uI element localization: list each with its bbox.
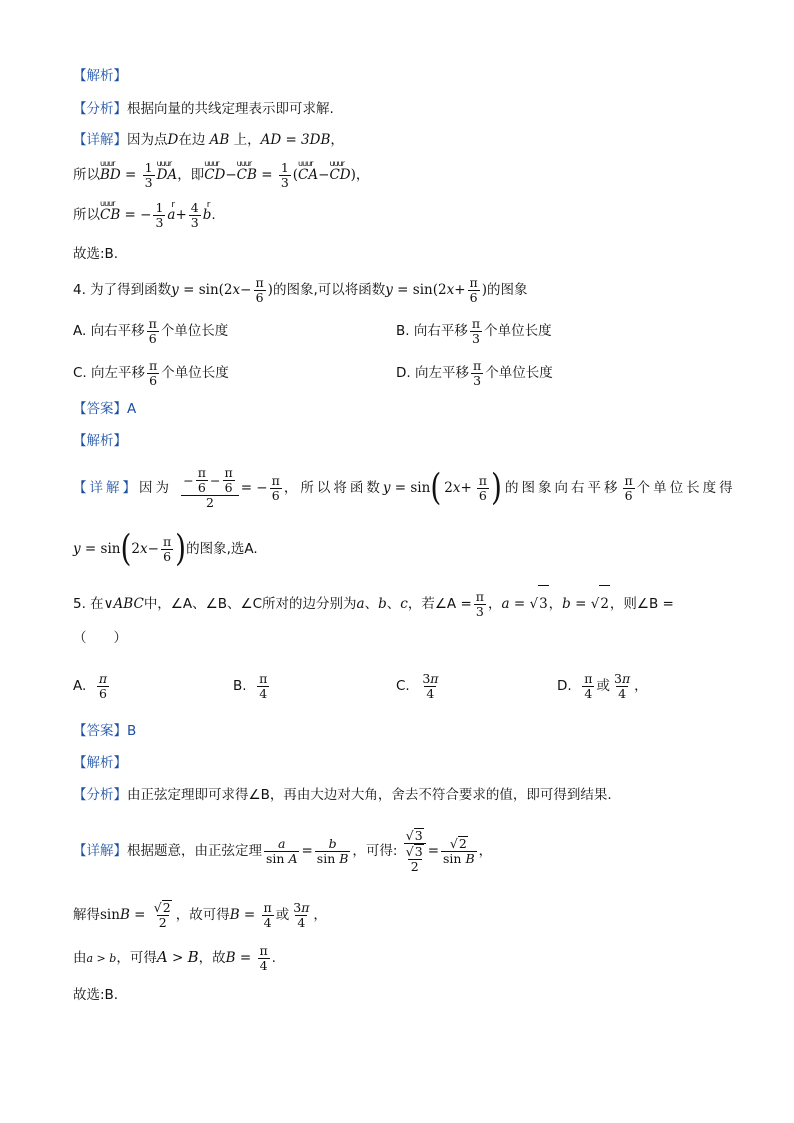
fraction: $\frac{3\pi}{4}$ (614, 670, 631, 701)
xiangjie-tag: 【详解】 (73, 132, 127, 148)
q4-jiexi: 【解析】 (73, 433, 127, 449)
detail-text: 的图象向右平移 (504, 480, 621, 496)
option-label: C. 向左平移 (73, 365, 146, 381)
fraction: $\frac{\pi}{3}$ (471, 315, 481, 346)
q4-stem-text: 4. 为了得到函数 (73, 282, 172, 298)
option-label: D. (557, 678, 572, 694)
detail-text: 根据题意，由正弦定理 (127, 843, 262, 859)
q5-option-d[interactable]: D. $\frac{\pi}{4}$ 或 $\frac{3\pi}{4}$ ， (557, 670, 648, 701)
huo-text: 或 (596, 678, 610, 694)
fenxi-text: 由正弦定理即可求得∠B，再由大边对大角，舍去不符合要求的值，即可得到结果. (127, 787, 612, 803)
option-label: B. 向右平移 (396, 323, 468, 339)
fraction: $\frac{b}{\text{sin B}}$ (316, 835, 349, 866)
q5-fenxi (73, 786, 612, 804)
fraction: $\frac{\pi}{6}$ (148, 315, 157, 346)
big-fraction: √3 √3 2 (404, 828, 426, 874)
option-label: A. (73, 678, 87, 694)
fraction: $\frac{√2}{\text{sin B}}$ (443, 836, 475, 866)
fraction: $\frac{\pi}{6}$ (162, 533, 172, 564)
detail-text: ，故 (198, 950, 226, 966)
vector-line-1: 所以uuur BD = $\frac{1}{3}$ uuur DA，即uuur CD−uuur CB = $\frac{1}{3}$ (uuur CA−uuur CD)， (73, 158, 369, 192)
point-d: D (167, 132, 179, 148)
fraction: $\frac{\pi}{3}$ (475, 588, 484, 619)
xiangjie-text: 上， (233, 132, 261, 148)
option-text: 个单位长度 (484, 323, 552, 339)
q4-detail-line-2: y = sin(2x− $\frac{\pi}{6}$ )的图象,选A. (73, 526, 258, 570)
fraction: $\frac{\pi}{6}$ (271, 472, 280, 503)
jiexi-heading: 【解析】 (73, 68, 127, 84)
option-text: 个单位长度 (161, 365, 229, 381)
detail-text: 因为 (139, 480, 172, 496)
option-label: A. 向右平移 (73, 323, 145, 339)
vector-b: r b (203, 198, 212, 232)
vector-da: uuur DA (157, 158, 178, 192)
q4-stem: 4. 为了得到函数y = sin(2x− $\frac{\pi}{6}$ )的图象,可以将函数y = sin(2x+ $\frac{\pi}{6}$ )的图象 (73, 274, 528, 305)
vector-a: r a (167, 198, 175, 232)
q5-option-c[interactable] (396, 668, 442, 704)
vector-bd: uuur BD (100, 158, 121, 192)
q4-stem-text: 的图象 (487, 282, 528, 298)
fraction: $\frac{√2}{2}$ (153, 900, 171, 930)
vector-cd: uuur CD (329, 158, 350, 192)
fraction: $\frac{\pi}{4}$ (259, 942, 268, 973)
huo-text: 或 (275, 907, 290, 923)
fraction: $\frac{\pi}{6}$ (624, 472, 633, 503)
detail-text: ，可得: (352, 843, 398, 859)
q5-option-b[interactable] (233, 668, 271, 704)
fraction: $\frac{1}{3}$ (144, 159, 153, 190)
vector-cb: uuur CB (237, 158, 257, 192)
fraction: $\frac{1}{3}$ (155, 199, 164, 230)
q4-option-d[interactable] (396, 355, 553, 391)
q4-stem-text: 的图象,可以将函数 (272, 282, 386, 298)
q5-option-a[interactable] (73, 668, 111, 704)
fenxi-tag: 【分析】 (73, 787, 127, 803)
comma: ， (330, 132, 344, 148)
q4-option-b[interactable] (396, 313, 552, 349)
detail-text: ，故可得 (175, 907, 230, 923)
q5-answer: 【答案】B (73, 723, 137, 739)
fraction: $\frac{a}{\text{sin A}}$ (266, 835, 298, 866)
fraction: $\frac{\pi}{6}$ (469, 274, 478, 305)
detail-text: ，所以将函数 (283, 480, 383, 496)
vector-cd: uuur CD (204, 158, 225, 192)
fraction: $\frac{4}{3}$ (190, 199, 199, 230)
xiangjie-text: 在边 (178, 132, 206, 148)
guxuan-1: 故选:B. (73, 246, 119, 262)
detail-tag: 【详解】 (73, 480, 139, 496)
fraction: $\frac{\pi}{4}$ (584, 670, 593, 701)
q5-stem-text: ，若∠A = (407, 596, 472, 612)
vector-line-2: 所以uuur CB = − $\frac{1}{3}$ r a+ $\frac{4}{3}$ r b. (73, 198, 216, 232)
q5-stem-text: 中，∠A、∠B、∠C所对的边分别为 (143, 596, 357, 612)
option-label: D. 向左平移 (396, 365, 469, 381)
option-label: B. (233, 678, 247, 694)
q4-detail-line: 【详解】因为 − π 6 − π 6 2 = − $\frac{\pi}{6}$ ，所以将函数y = sin(2x+ $\frac{\pi}{6}$ )的图象向右平移 $\frac{\pi}{6}$ 个单位长度得 (73, 465, 736, 510)
detail-text: 解得 (73, 907, 100, 923)
segment-ab: AB (209, 132, 230, 148)
fenxi-line (73, 100, 334, 118)
fraction: $\frac{3\pi}{4}$ (422, 670, 439, 701)
q5-paren: （ ） (73, 630, 127, 646)
fraction: $\frac{3\pi}{4}$ (293, 899, 310, 930)
jiji-text: ，即 (177, 167, 205, 183)
fraction: $\frac{\pi}{4}$ (263, 899, 272, 930)
detail-text: 由 (73, 950, 87, 966)
q4-option-c[interactable] (73, 355, 229, 391)
fenxi-text: 根据向量的共线定理表示即可求解. (127, 101, 334, 117)
fraction: $\frac{\pi}{6}$ (255, 274, 264, 305)
fraction: $\frac{1}{3}$ (280, 159, 289, 190)
q5-stem: 5. 在∨ABC中，∠A、∠B、∠C所对的边分别为a、b、c，若∠A = $\frac{\pi}{3}$ ，a = √3，b = √2，则∠B = (73, 585, 674, 622)
q5-solve-line: 解得sinB = $\frac{√2}{2}$ ，故可得B = $\frac{\pi}{4}$ 或 $\frac{3\pi}{4}$ ， (73, 899, 327, 930)
guxuan-2: 故选:B. (73, 987, 119, 1003)
vector-ca: uuur CA (298, 158, 318, 192)
triangle-abc: ∨ABC (103, 596, 144, 612)
big-fraction: − π 6 − π 6 2 (181, 466, 238, 510)
equation-ad: AD = 3DB (260, 132, 331, 148)
detail-text: ，可得 (116, 950, 157, 966)
q5-stem-text: 5. 在 (73, 596, 104, 612)
fraction: $\frac{\pi}{3}$ (472, 357, 482, 388)
detail-tag: 【详解】 (73, 843, 127, 859)
vector-cb: uuur CB (100, 198, 120, 232)
option-label: C. (396, 678, 410, 694)
q5-detail-line: 【详解】根据题意，由正弦定理 $\frac{a}{\text{sin A}}$ = $\frac{b}{\text{sin B}}$ ，可得: √3 √3 2 = $\frac{√2}{\text{sin B}}$ ， (73, 828, 493, 874)
q4-answer: 【答案】A (73, 401, 137, 417)
option-text: 个单位长度 (160, 323, 229, 339)
fraction: $\frac{\pi}{6}$ (478, 472, 488, 503)
fraction: $\frac{\pi}{6}$ (98, 670, 108, 701)
suoyi-text: 所以 (73, 167, 100, 183)
q5-stem-text: ，则∠B = (609, 596, 674, 612)
fraction: $\frac{\pi}{4}$ (259, 670, 268, 701)
fraction: $\frac{\pi}{6}$ (149, 357, 158, 388)
suoyi-text: 所以 (73, 207, 100, 223)
q5-jiexi: 【解析】 (73, 755, 127, 771)
q4-option-a[interactable] (73, 313, 228, 349)
fenxi-tag: 【分析】 (73, 101, 127, 117)
detail-text: 的图象,选A. (186, 541, 258, 557)
xiangjie-text: 因为点 (127, 132, 168, 148)
detail-text: 个单位长度得 (636, 480, 736, 496)
q5-compare-line: 由a > b，可得A > B，故B = $\frac{\pi}{4}$ . (73, 942, 276, 973)
option-text: 个单位长度 (485, 365, 553, 381)
